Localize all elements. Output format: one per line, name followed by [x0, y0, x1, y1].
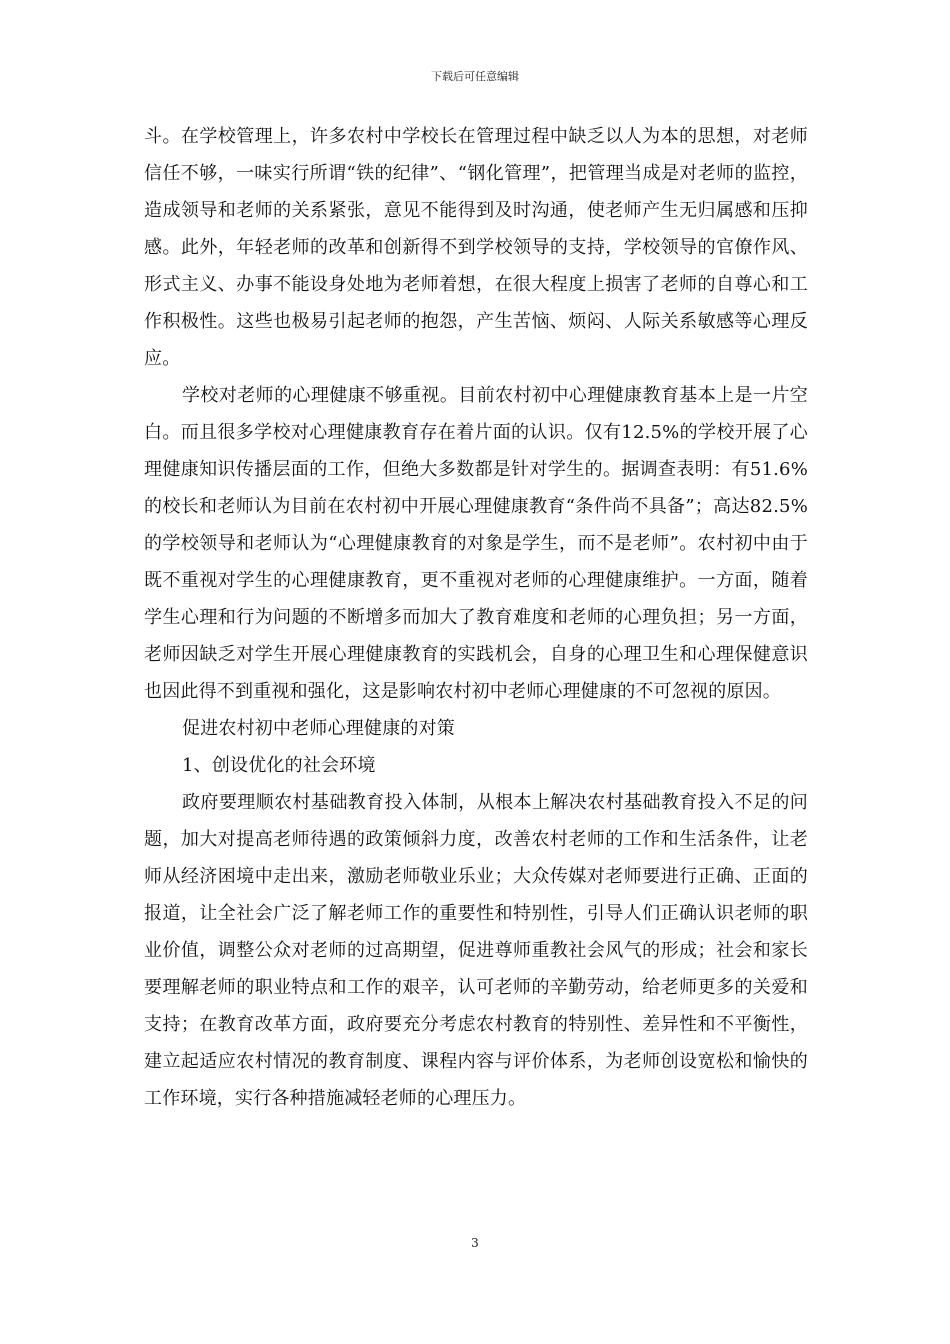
page-number: 3	[471, 1236, 479, 1250]
header-note: 下载后可任意编辑	[431, 70, 519, 83]
body-text	[144, 118, 808, 1117]
section-heading-countermeasures: 促进农村初中老师心理健康的对策	[182, 718, 455, 739]
subsection-heading-social-environment: 1、创设优化的社会环境	[182, 755, 376, 776]
paragraph-mental-health-neglect: 学校对老师的心理健康不够重视。目前农村初中心理健康教育基本上是一片空白。而且很多学校对心理健康教育存在着片面的认识。仅有12.5%的学校开展了心理健康知识传播层面的工作，但绝大多数都是针对学生的。据调查表明：有51.6%的校长和老师认为目前在农村初中开展心理健康教育“条件尚不具备”；高达82.5%的学校领导和老师认为“心理健康教育的对象是学生，而不是老师”。农村初中由于既不重视对学生的心理健康教育，更不重视对老师的心理健康维护。一方面，随着学生心理和行为问题的不断增多而加大了教育难度和老师的心理负担；另一方面，老师因缺乏对学生开展心理健康教育的实践机会，自身的心理卫生和心理保健意识也因此得不到重视和强化，这是影响农村初中老师心理健康的不可忽视的原因。	[144, 385, 808, 702]
paragraph-school-management: 斗。在学校管理上，许多农村中学校长在管理过程中缺乏以人为本的思想，对老师信任不够，一味实行所谓“铁的纪律”、“钢化管理”，把管理当成是对老师的监控，造成领导和老师的关系紧张，意见不能得到及时沟通，使老师产生无归属感和压抑感。此外，年轻老师的改革和创新得不到学校领导的支持，学校领导的官僚作风、形式主义、办事不能设身处地为老师着想，在很大程度上损害了老师的自尊心和工作积极性。这些也极易引起老师的抱怨，产生苦恼、烦闷、人际关系敏感等心理反应。	[144, 126, 808, 369]
paragraph-government-measures: 政府要理顺农村基础教育投入体制，从根本上解决农村基础教育投入不足的问题，加大对提高老师待遇的政策倾斜力度，改善农村老师的工作和生活条件，让老师从经济困境中走出来，激励老师敬业乐业；大众传媒对老师要进行正确、正面的报道，让全社会广泛了解老师工作的重要性和特别性，引导人们正确认识老师的职业价值，调整公众对老师的过高期望，促进尊师重教社会风气的形成；社会和家长要理解老师的职业特点和工作的艰辛，认可老师的辛勤劳动，给老师更多的关爱和支持；在教育改革方面，政府要充分考虑农村教育的特别性、差异性和不平衡性，建立起适应农村情况的教育制度、课程内容与评价体系，为老师创设宽松和愉快的工作环境，实行各种措施减轻老师的心理压力。	[144, 792, 808, 1109]
